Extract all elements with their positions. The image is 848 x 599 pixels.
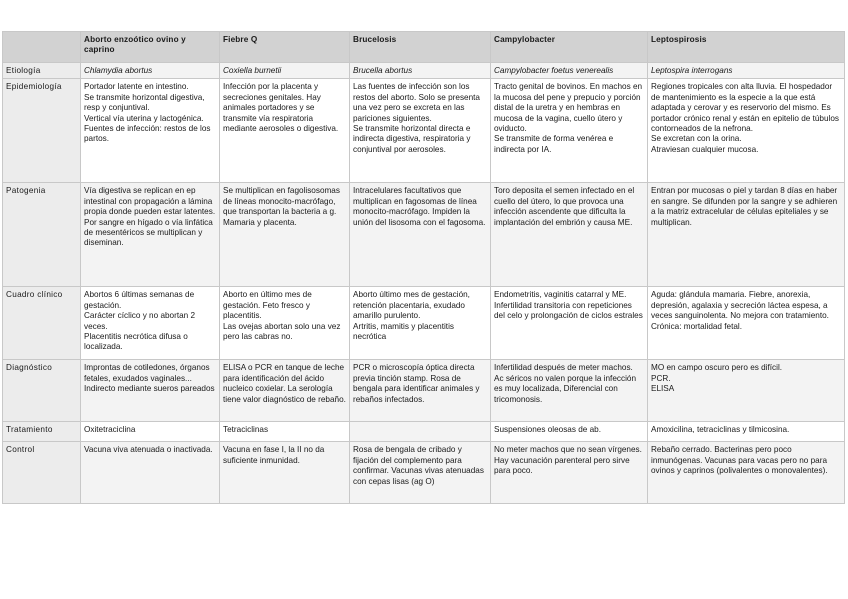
row-tratamiento [3, 422, 845, 442]
cell-clinico-aborto: Abortos 6 últimas semanas de gestación. Carácter cíclico y no abortan 2 veces. Placentitis necrótica difusa o localizada. [81, 287, 220, 360]
cell-etiologia-fiebre-q: Coxiella burnetii [220, 63, 350, 79]
cell-clinico-leptospirosis: Aguda: glándula mamaria. Fiebre, anorexia, depresión, agalaxia y secreción láctea espesa, a veces sanguinolenta. No mejora con tratamiento. Crónica: mortalidad fetal. [648, 287, 845, 360]
cell-patogenia-leptospirosis: Entran por mucosas o piel y tardan 8 días en haber en sangre. Se difunden por la sangre y se adhieren a la matriz extracelular de células epiteliales y se multiplican. [648, 183, 845, 287]
row-label-control: Control [3, 442, 81, 504]
cell-control-brucelosis: Rosa de bengala de cribado y fijación del complemento para confirmar. Vacunas vivas atenuadas con cepas lisas (ag O) [350, 442, 491, 504]
cell-epidemiologia-brucelosis: Las fuentes de infección son los restos del aborto. Solo se presenta una vez pero se excreta en las pariciones siguientes. Se transmite horizontal directa e indirecta digestiva, respiratoria y conjuntival por aerosoles. [350, 79, 491, 183]
cell-diagnostico-aborto: Improntas de cotiledones, órganos fetales, exudados vaginales... Indirecto mediante sueros pareados [81, 360, 220, 422]
cell-patogenia-fiebre-q: Se multiplican en fagolisosomas de líneas monocito-macrófago, que transportan la bacteria a g. Mamaria y placenta. [220, 183, 350, 287]
cell-control-fiebre-q: Vacuna en fase I, la II no da suficiente inmunidad. [220, 442, 350, 504]
cell-epidemiologia-fiebre-q: Infección por la placenta y secreciones genitales. Hay animales portadores y se transmite vía respiratoria mediante aerosoles o digestiva. [220, 79, 350, 183]
cell-tratamiento-leptospirosis: Amoxicilina, tetraciclinas y tilmicosina. [648, 422, 845, 442]
cell-clinico-fiebre-q: Aborto en último mes de gestación. Feto fresco y placentitis. Las ovejas abortan solo una vez pero las cabras no. [220, 287, 350, 360]
cell-etiologia-campylobacter: Campylobacter foetus venerealis [491, 63, 648, 79]
row-label-diagnostico: Diagnóstico [3, 360, 81, 422]
row-control [3, 442, 845, 504]
cell-clinico-campylobacter: Endometritis, vaginitis catarral y ME. Infertilidad transitoria con repeticiones del celo y prolongación de ciclos estrales [491, 287, 648, 360]
cell-control-aborto: Vacuna viva atenuada o inactivada. [81, 442, 220, 504]
cell-tratamiento-aborto: Oxitetraciclina [81, 422, 220, 442]
cell-diagnostico-brucelosis: PCR o microscopía óptica directa previa tinción stamp. Rosa de bengala para identificar animales y rebaños infectados. [350, 360, 491, 422]
cell-epidemiologia-leptospirosis: Regiones tropicales con alta lluvia. El hospedador de mantenimiento es la especie a la que está adaptada y cerovar y es reservorio del mismo. Es portador crónico renal y están en epitelio de túbulos contorneados de la nefrona. Se excretan con la orina. Atraviesan cualquier mucosa. [648, 79, 845, 183]
header-leptospirosis: Leptospirosis [648, 32, 845, 63]
cell-tratamiento-fiebre-q: Tetraciclinas [220, 422, 350, 442]
row-label-cuadro-clinico: Cuadro clínico [3, 287, 81, 360]
header-corner [3, 32, 81, 63]
cell-etiologia-aborto: Chlamydia abortus [81, 63, 220, 79]
comparison-table [2, 31, 845, 504]
cell-control-leptospirosis: Rebaño cerrado. Bacterinas pero poco inmunógenas. Vacunas para vacas pero no para ovinos y caprinos (polivalentes o monovalentes). [648, 442, 845, 504]
cell-patogenia-aborto: Vía digestiva se replican en ep intestinal con propagación a lámina propia donde pueden estar latentes. Por sangre en hígado o vía linfática de mesentéricos se multiplican y diseminan. [81, 183, 220, 287]
row-label-tratamiento: Tratamiento [3, 422, 81, 442]
header-brucelosis: Brucelosis [350, 32, 491, 63]
cell-tratamiento-campylobacter: Suspensiones oleosas de ab. [491, 422, 648, 442]
row-etiologia [3, 63, 845, 79]
cell-diagnostico-fiebre-q: ELISA o PCR en tanque de leche para identificación del ácido nucleico coxielar. La serología tiene valor diagnóstico de rebaño. [220, 360, 350, 422]
header-aborto-enzootico: Aborto enzoótico ovino y caprino [81, 32, 220, 63]
cell-etiologia-leptospirosis: Leptospira interrogans [648, 63, 845, 79]
cell-epidemiologia-campylobacter: Tracto genital de bovinos. En machos en la mucosa del pene y prepucio y porción distal de la uretra y en hembras en mucosa de la vagina, cuello útero y oviducto. Se transmite de forma venérea e indirecta por IA. [491, 79, 648, 183]
cell-etiologia-brucelosis: Brucella abortus [350, 63, 491, 79]
row-patogenia [3, 183, 845, 287]
cell-clinico-brucelosis: Aborto último mes de gestación, retención placentaria, exudado amarillo purulento. Artritis, mamitis y placentitis necrótica [350, 287, 491, 360]
header-campylobacter: Campylobacter [491, 32, 648, 63]
header-row [3, 32, 845, 63]
cell-patogenia-campylobacter: Toro deposita el semen infectado en el cuello del útero, lo que provoca una infección ascendente que dificulta la implantación del embrión y causa ME. [491, 183, 648, 287]
cell-control-campylobacter: No meter machos que no sean vírgenes. Hay vacunación parenteral pero sirve para poco. [491, 442, 648, 504]
cell-tratamiento-brucelosis [350, 422, 491, 442]
row-epidemiologia [3, 79, 845, 183]
row-label-epidemiologia: Epidemiología [3, 79, 81, 183]
cell-diagnostico-leptospirosis: MO en campo oscuro pero es difícil. PCR. ELISA [648, 360, 845, 422]
cell-epidemiologia-aborto: Portador latente en intestino. Se transmite horizontal digestiva, resp y conjuntival. Vertical vía uterina y lactogénica. Fuentes de infección: restos de los partos. [81, 79, 220, 183]
row-diagnostico [3, 360, 845, 422]
cell-patogenia-brucelosis: Intracelulares facultativos que multiplican en fagosomas de línea monocito-macrófago. Impiden la unión del lisosoma con el fagosoma. [350, 183, 491, 287]
row-cuadro-clinico [3, 287, 845, 360]
cell-diagnostico-campylobacter: Infertilidad después de meter machos. Ac séricos no valen porque la infección es muy localizada, Diferencial con tricomonosis. [491, 360, 648, 422]
row-label-patogenia: Patogenia [3, 183, 81, 287]
header-fiebre-q: Fiebre Q [220, 32, 350, 63]
row-label-etiologia: Etiología [3, 63, 81, 79]
